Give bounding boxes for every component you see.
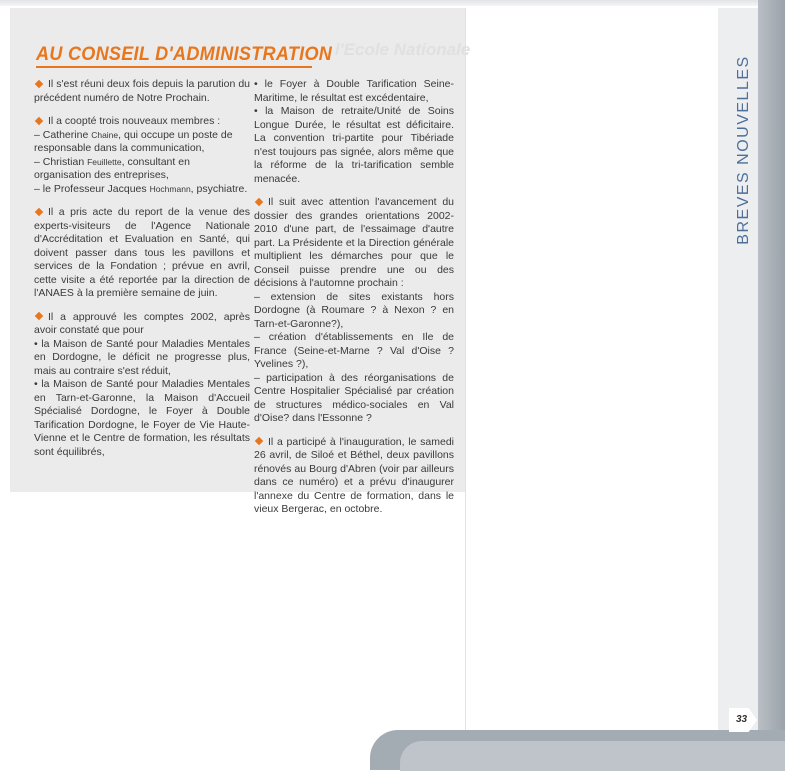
paragraph: Il s'est réuni deux fois depuis la parution du précédent numéro de Notre Prochain. [34, 78, 250, 104]
paragraph: Il suit avec attention l'avancement du dossier des grandes orientations 2002-2010 d'une part, de l'essaimage d'autre part. La Présidente et la Direction générale multiplient les démarches pour que le Conseil puisse prendre une ou des décisions à l'automne prochain : – extension de sites existants hors Dordogne (à Roumare ? à Nexon ? en Tarn-et-Garonne?), – création d'établissements en Ile de France (Seine-et-Marne ? Val d'Oise ? Yvelines ?), – participation à des réorganisations de Centre Hospitalier Spécialisé par création de structures médico-sociales en Val d'Oise? dans l'Essonne ? [254, 196, 454, 424]
paragraph: Il a participé à l'inauguration, le samedi 26 avril, de Siloé et Béthel, deux pavillons rénovés au Bourg d'Abren (voir par ailleurs dans ce numéro) et a prévu d'inaugurer l'annexe du Centre de formation, dans le vieux Bergerac, en octobre. [254, 435, 454, 515]
paragraph: Il a coopté trois nouveaux membres : – Catherine Chaine, qui occupe un poste de responsable dans la communication, – Christian Feuillette, consultant en organisation des entreprises, – le Professeur Jacques Hochmann, psychiatre. [34, 115, 250, 196]
list-item: • la Maison de Santé pour Maladies Mentales en Tarn-et-Garonne, la Maison d'Accueil Spécialisé Dordogne, le Foyer à Double Tarification Dordogne, le Foyer de Vie Haute-Vienne et le Centre de formation, les résultats sont équilibrés, [34, 378, 250, 458]
member-line: – Christian Feuillette, consultant en organisation des entreprises, [34, 155, 190, 181]
sidebar-title: BREVES NOUVELLES [735, 55, 752, 245]
diamond-bullet-icon [255, 197, 263, 205]
diamond-bullet-icon [35, 116, 43, 124]
diamond-bullet-icon [255, 437, 263, 445]
bottom-decorative-curve-inner [400, 741, 785, 771]
paragraph: Il a pris acte du report de la venue des experts-visiteurs de l'Agence Nationale d'Accréditation et Evaluation en Santé, qui doivent passer dans tous les pavillons et services de la Fondation ; prévue en avril, cette visite a été reportée par la direction de l'ANAES à la première semaine de juin. [34, 206, 250, 299]
list-item: • la Maison de Santé pour Maladies Mentales en Dordogne, le déficit ne progresse plus, mais au contraire s'est réduit, [34, 337, 250, 377]
list-item: • le Foyer à Double Tarification Seine-Maritime, le résultat est excédentaire, [254, 78, 454, 104]
section-title: AU CONSEIL D'ADMINISTRATION [36, 44, 333, 65]
paragraph: Il a approuvé les comptes 2002, après avoir constaté que pour • la Maison de Santé pour Maladies Mentales en Dordogne, le déficit ne progresse plus, mais au contraire s'est réduit, • la Maison de Santé pour Maladies Mentales en Tarn-et-Garonne, la Maison d'Accueil Spécialisé Dordogne, le Foyer à Double Tarification Dordogne, le Foyer de Vie Haute-Vienne et le Centre de formation, les résultats sont équilibrés, [34, 310, 250, 458]
blank-white-panel [466, 8, 718, 741]
member-line: – Catherine Chaine, qui occupe un poste de responsable dans la communication, [34, 128, 233, 154]
list-item: – création d'établissements en Ile de France (Seine-et-Marne ? Val d'Oise ? Yvelines ?), [254, 331, 454, 370]
article-column-left [34, 78, 250, 469]
diamond-bullet-icon [35, 312, 43, 320]
page-spine-edge [758, 0, 785, 768]
list-item: – extension de sites existants hors Dordogne (à Roumare ? à Nexon ? en Tarn-et-Garonne?), [254, 290, 454, 330]
page-number: 33 [736, 714, 748, 725]
diamond-bullet-icon [35, 207, 43, 215]
list-item: – participation à des réorganisations de Centre Hospitalier Spécialisé par création de structures médico-sociales en Val d'Oise? dans l'Essonne ? [254, 371, 454, 424]
diamond-bullet-icon [35, 79, 43, 87]
list-item: • la Maison de retraite/Unité de Soins Longue Durée, le résultat est déficitaire. La convention tri-partite pour Tibériade n'est toujours pas signée, alors même que la réforme de la tri-tarification semble menacée. [254, 105, 454, 185]
member-line: – le Professeur Jacques Hochmann, psychiatre. [34, 182, 248, 195]
paragraph [254, 78, 454, 186]
article-column-right [254, 78, 454, 527]
section-title-underline [36, 66, 312, 68]
page-top-edge [0, 0, 785, 6]
faded-heading-bleed: ... l'Ecole Nationale [316, 40, 471, 59]
